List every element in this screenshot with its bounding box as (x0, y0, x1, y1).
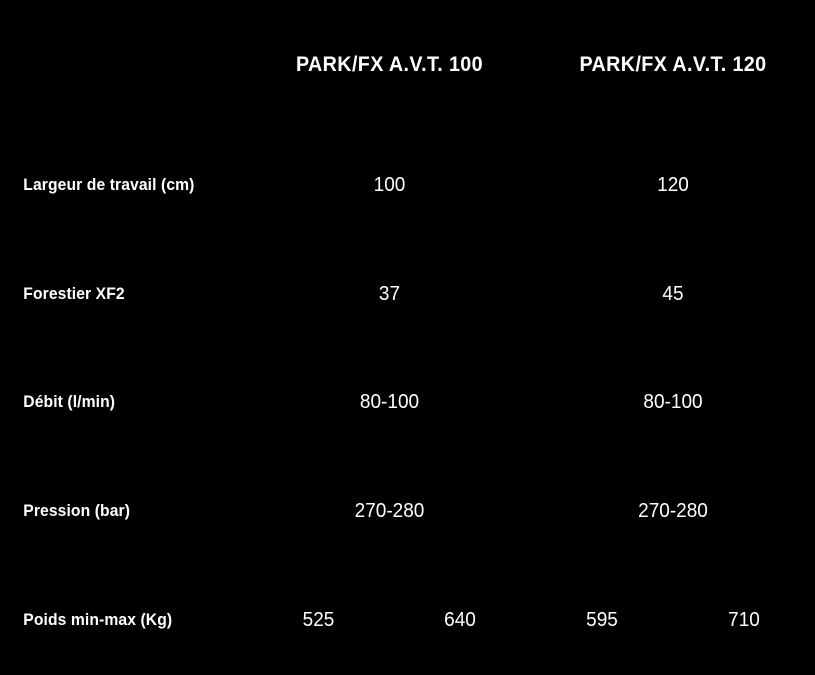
cell-largeur-120: 120 (538, 131, 808, 240)
cell-poids-min-120: 595 (535, 566, 670, 675)
table-row (0, 457, 815, 566)
cell-largeur-100: 100 (255, 131, 524, 240)
row-label-debit: Débit (l/min) (6, 349, 242, 458)
row-label-forestier-xf2: Forestier XF2 (6, 240, 242, 349)
row-label-largeur-de-travail: Largeur de travail (cm) (6, 131, 242, 240)
header-corner-blank (0, 0, 248, 131)
cell-pression-120: 270-280 (538, 457, 808, 566)
cell-poids-min-100: 525 (252, 566, 386, 675)
cell-poids-max-120: 710 (677, 566, 812, 675)
row-label-pression: Pression (bar) (6, 457, 242, 566)
table-row (0, 131, 815, 240)
cell-forestier-120: 45 (538, 240, 808, 349)
cell-poids-max-100: 640 (393, 566, 528, 675)
cell-debit-100: 80-100 (255, 349, 524, 458)
column-header-park-fx-100: PARK/FX A.V.T. 100 (256, 0, 522, 131)
column-header-park-fx-120: PARK/FX A.V.T. 120 (540, 0, 807, 131)
table-header-row (0, 0, 815, 131)
cell-forestier-100: 37 (255, 240, 524, 349)
table-row (0, 349, 815, 458)
table-row (0, 240, 815, 349)
row-label-poids-min-max: Poids min-max (Kg) (6, 566, 242, 675)
cell-debit-120: 80-100 (538, 349, 808, 458)
cell-pression-100: 270-280 (255, 457, 524, 566)
table-row (0, 566, 815, 675)
